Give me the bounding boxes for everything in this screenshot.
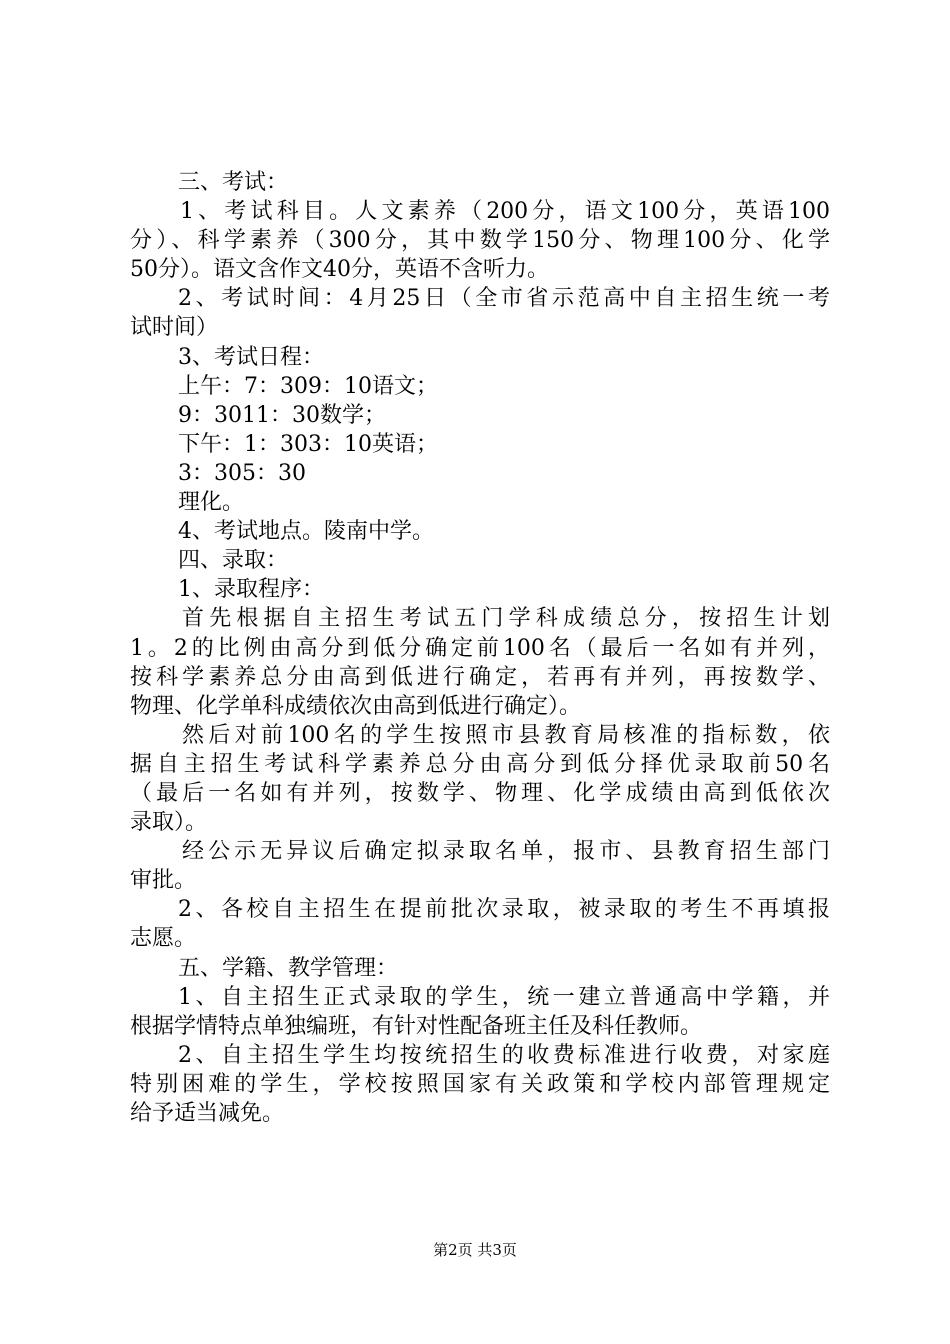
text-line: 志愿。	[130, 926, 197, 952]
text-line: 1、录取程序：	[178, 577, 324, 603]
text-line: 3、考试日程：	[178, 344, 324, 370]
text-line: 3：305：30	[178, 460, 306, 486]
text-line: 经公示无异议后确定拟录取名单，报市、县教育招生部门	[182, 839, 830, 865]
text-line: 2、各校自主招生在提前批次录取，被录取的考生不再填报	[178, 897, 830, 923]
document-body	[130, 168, 830, 1128]
text-line: 然后对前100名的学生按照市县教育局核准的指标数，依	[182, 722, 830, 748]
text-line: 50分）。语文含作文40分，英语不含听力。	[130, 257, 549, 283]
text-line: 下午：1：303：10英语；	[178, 431, 438, 457]
text-line: 4、考试地点。陵南中学。	[178, 519, 434, 545]
text-line: 1、考试科目。人文素养（200分，语文100分，英语100	[180, 199, 830, 225]
text-line: 9：3011：30数学；	[178, 402, 386, 428]
text-line: （最后一名如有并列，按数学、物理、化学成绩由高到低依次	[130, 780, 830, 806]
text-line: 特别困难的学生，学校按照国家有关政策和学校内部管理规定	[130, 1071, 830, 1097]
text-line: 2、自主招生学生均按统招生的收费标准进行收费，对家庭	[178, 1042, 830, 1068]
text-line: 审批。	[130, 868, 197, 894]
text-line: 1、自主招生正式录取的学生，统一建立普通高中学籍，并	[178, 984, 830, 1010]
text-line: 四、录取：	[178, 548, 289, 574]
text-line: 五、学籍、教学管理：	[178, 955, 399, 981]
text-line: 1。2的比例由高分到低分确定前100名（最后一名如有并列，	[130, 635, 830, 661]
text-line: 三、考试：	[178, 170, 289, 195]
text-line: 分）、科学素养（300分，其中数学150分、物理100分、化学	[130, 228, 830, 254]
text-line: 录取）。	[130, 810, 208, 836]
page-footer: 第2页 共3页	[433, 1241, 517, 1259]
text-line: 试时间）	[130, 315, 219, 341]
text-line: 理化。	[178, 490, 245, 516]
text-line: 2、考试时间：4月25日（全市省示范高中自主招生统一考	[178, 286, 830, 312]
text-line: 给予适当减免。	[130, 1101, 285, 1126]
text-line: 首先根据自主招生考试五门学科成绩总分，按招生计划	[182, 606, 830, 632]
text-line: 根据学情特点单独编班，有针对性配备班主任及科任教师。	[130, 1013, 703, 1039]
text-line: 据自主招生考试科学素养总分由高分到低分择优录取前50名	[130, 751, 830, 777]
text-line: 上午：7：309：10语文；	[178, 373, 438, 399]
text-line: 按科学素养总分由高到低进行确定，若再有并列，再按数学、	[130, 664, 830, 690]
text-line: 物理、化学单科成绩依次由高到低进行确定）。	[130, 693, 582, 719]
